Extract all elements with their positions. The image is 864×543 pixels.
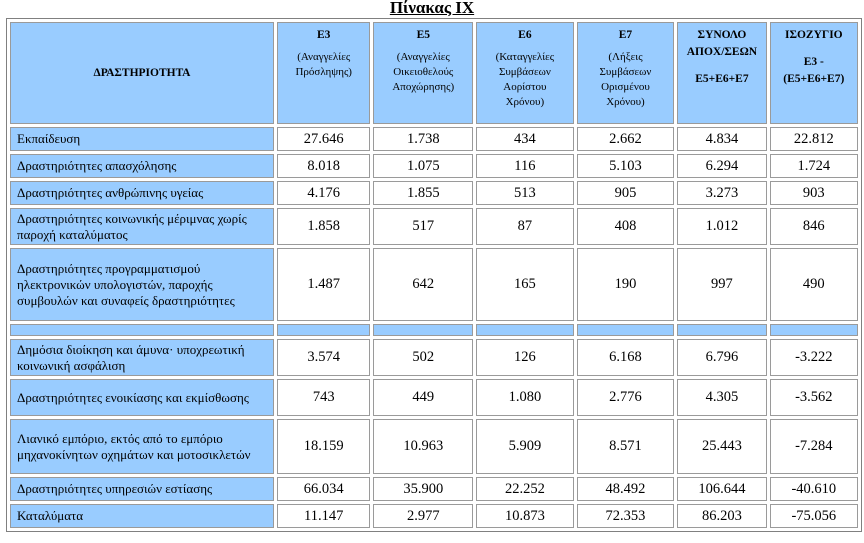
cell-e3: 3.574: [277, 339, 370, 376]
table-row: [10, 477, 858, 501]
cell-e7: 408: [577, 208, 675, 245]
header-activity: ΔΡΑΣΤΗΡΙΟΤΗΤΑ: [10, 22, 274, 124]
separator-cell: [476, 324, 574, 336]
separator-cell: [373, 324, 473, 336]
cell-e7: 8.571: [577, 419, 675, 474]
cell-e3: 27.646: [277, 127, 370, 151]
cell-e3: 743: [277, 379, 370, 416]
table-row: [10, 208, 858, 245]
cell-e3: 1.858: [277, 208, 370, 245]
cell-total: 106.644: [677, 477, 766, 501]
cell-e3: 8.018: [277, 154, 370, 178]
row-label: Δημόσια διοίκηση και άμυνα· υποχρεωτική κοινωνική ασφάλιση: [10, 339, 274, 376]
separator-cell: [770, 324, 858, 336]
cell-balance: 846: [770, 208, 858, 245]
cell-total: 6.796: [677, 339, 766, 376]
cell-total: 4.305: [677, 379, 766, 416]
table-row: [10, 504, 858, 528]
cell-e3: 4.176: [277, 181, 370, 205]
cell-e6: 10.873: [476, 504, 574, 528]
cell-e5: 1.075: [373, 154, 473, 178]
cell-total: 3.273: [677, 181, 766, 205]
cell-total: 25.443: [677, 419, 766, 474]
cell-e3: 66.034: [277, 477, 370, 501]
row-label: Δραστηριότητες υπηρεσιών εστίασης: [10, 477, 274, 501]
cell-e6: 87: [476, 208, 574, 245]
row-label: Δραστηριότητες προγραμματισμού ηλεκτρονικών υπολογιστών, παροχής συμβουλών και συναφείς δραστηριότητες: [10, 248, 274, 321]
cell-e5: 642: [373, 248, 473, 321]
cell-e6: 22.252: [476, 477, 574, 501]
cell-e6: 126: [476, 339, 574, 376]
header-e3: Ε3 (Αναγγελίες Πρόσληψης): [277, 22, 370, 124]
row-label: Καταλύματα: [10, 504, 274, 528]
table-row: [10, 181, 858, 205]
cell-e3: 1.487: [277, 248, 370, 321]
separator-row: [10, 324, 858, 336]
cell-e5: 517: [373, 208, 473, 245]
separator-cell: [277, 324, 370, 336]
cell-e7: 190: [577, 248, 675, 321]
cell-e3: 11.147: [277, 504, 370, 528]
cell-e3: 18.159: [277, 419, 370, 474]
cell-balance: 490: [770, 248, 858, 321]
cell-e7: 6.168: [577, 339, 675, 376]
cell-balance: -75.056: [770, 504, 858, 528]
row-label: Εκπαίδευση: [10, 127, 274, 151]
row-label: Δραστηριότητες ανθρώπινης υγείας: [10, 181, 274, 205]
row-label: Δραστηριότητες κοινωνικής μέριμνας χωρίς παροχή καταλύματος: [10, 208, 274, 245]
header-e6: Ε6 (Καταγγελίες Συμβάσεων Αορίστου Χρόνου): [476, 22, 574, 124]
cell-e6: 165: [476, 248, 574, 321]
cell-e7: 905: [577, 181, 675, 205]
header-total-departures: ΣΥΝΟΛΟ ΑΠΟΧ/ΣΕΩΝ Ε5+Ε6+Ε7: [677, 22, 766, 124]
row-label: Δραστηριότητες απασχόλησης: [10, 154, 274, 178]
cell-e7: 48.492: [577, 477, 675, 501]
separator-cell: [10, 324, 274, 336]
cell-total: 997: [677, 248, 766, 321]
header-e7: Ε7 (Λήξεις Συμβάσεων Ορισμένου Χρόνου): [577, 22, 675, 124]
separator-cell: [577, 324, 675, 336]
table-title: Πίνακας ΙΧ: [389, 0, 475, 17]
cell-total: 1.012: [677, 208, 766, 245]
row-label: Λιανικό εμπόριο, εκτός από το εμπόριο μηχανοκίνητων οχημάτων και μοτοσικλετών: [10, 419, 274, 474]
cell-balance: 903: [770, 181, 858, 205]
cell-e6: 513: [476, 181, 574, 205]
cell-balance: -3.222: [770, 339, 858, 376]
cell-e6: 434: [476, 127, 574, 151]
cell-balance: -40.610: [770, 477, 858, 501]
table-row: [10, 248, 858, 321]
cell-e5: 449: [373, 379, 473, 416]
cell-e5: 2.977: [373, 504, 473, 528]
separator-cell: [677, 324, 766, 336]
cell-e7: 72.353: [577, 504, 675, 528]
cell-total: 4.834: [677, 127, 766, 151]
cell-balance: 1.724: [770, 154, 858, 178]
cell-e5: 1.855: [373, 181, 473, 205]
header-balance: ΙΣΟΖΥΓΙΟ Ε3 - (Ε5+Ε6+Ε7): [770, 22, 858, 124]
cell-balance: 22.812: [770, 127, 858, 151]
cell-e5: 502: [373, 339, 473, 376]
cell-e6: 1.080: [476, 379, 574, 416]
table-row: [10, 127, 858, 151]
table-row: [10, 379, 858, 416]
cell-e5: 1.738: [373, 127, 473, 151]
cell-e7: 2.776: [577, 379, 675, 416]
cell-balance: -7.284: [770, 419, 858, 474]
cell-e5: 35.900: [373, 477, 473, 501]
header-e5: Ε5 (Αναγγελίες Οικειοθελούς Αποχώρησης): [373, 22, 473, 124]
cell-e6: 5.909: [476, 419, 574, 474]
data-table: [6, 18, 862, 532]
cell-e6: 116: [476, 154, 574, 178]
cell-total: 6.294: [677, 154, 766, 178]
header-row: [10, 22, 858, 124]
table-row: [10, 339, 858, 376]
cell-e7: 2.662: [577, 127, 675, 151]
cell-e5: 10.963: [373, 419, 473, 474]
row-label: Δραστηριότητες ενοικίασης και εκμίσθωσης: [10, 379, 274, 416]
table-row: [10, 154, 858, 178]
cell-balance: -3.562: [770, 379, 858, 416]
table-row: [10, 419, 858, 474]
cell-total: 86.203: [677, 504, 766, 528]
cell-e7: 5.103: [577, 154, 675, 178]
